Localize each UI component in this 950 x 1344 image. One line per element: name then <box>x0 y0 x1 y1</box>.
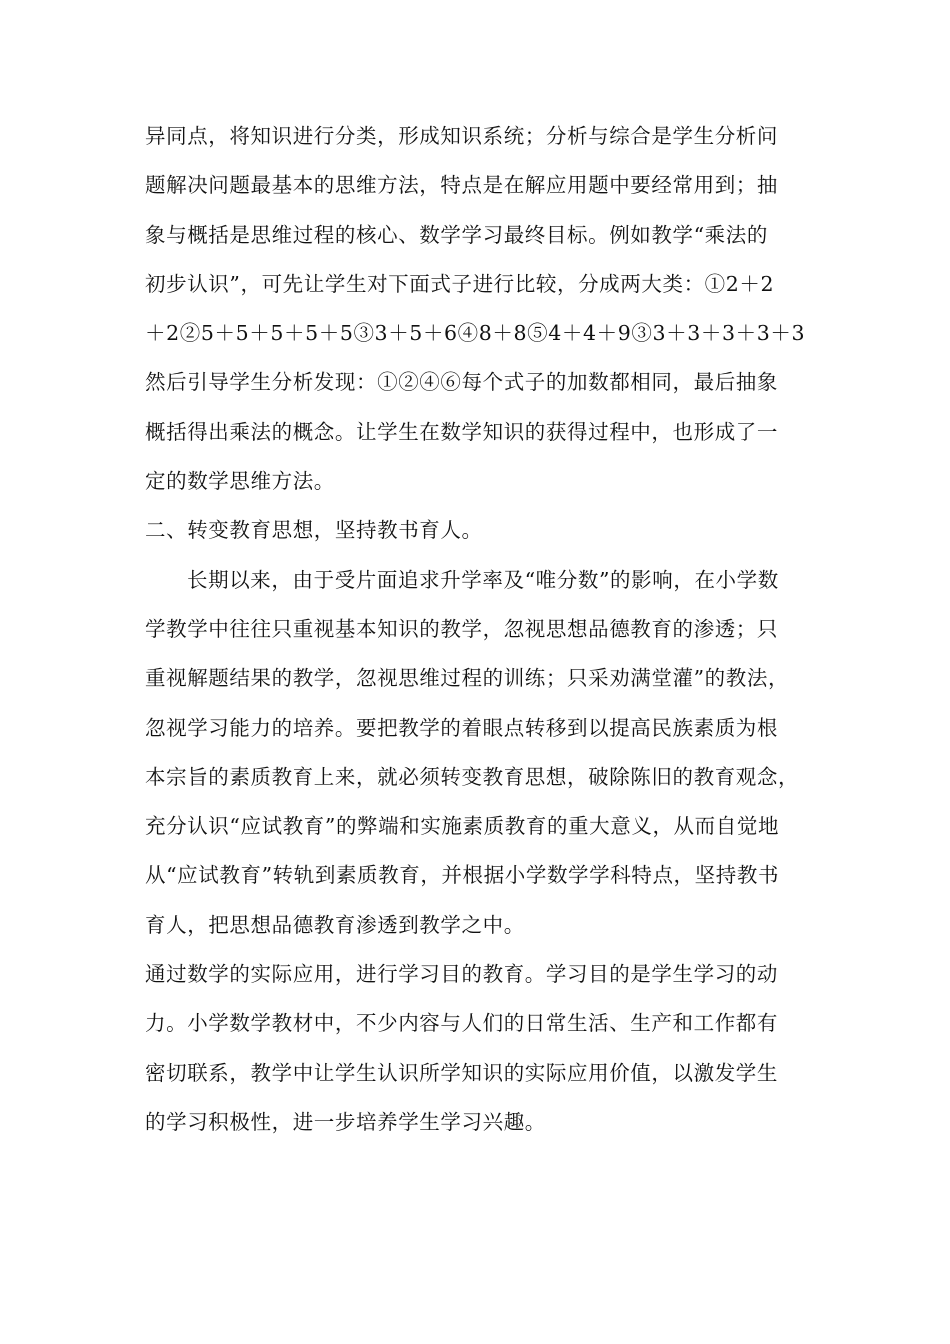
text-line: 定的数学思维方法。 <box>145 469 335 494</box>
text-line: 异同点，将知识进行分类，形成知识系统；分析与综合是学生分析问 <box>145 124 778 148</box>
text-line: 概括得出乘法的概念。让学生在数学知识的获得过程中，也形成了一 <box>145 419 778 444</box>
text-line: ＋2②5＋5＋5＋5＋5③3＋5＋6④8＋8⑤4＋4＋9③3＋3＋3＋3＋3 <box>145 321 806 346</box>
text-line: 通过数学的实际应用，进行学习目的教育。学习目的是学生学习的动 <box>145 962 778 987</box>
text-line: 的学习积极性，进一步培养学生学习兴趣。 <box>145 1109 546 1134</box>
text-line: 充分认识“应试教育”的弊端和实施素质教育的重大意义，从而自觉地 <box>145 814 780 839</box>
text-line: 育人，把思想品德教育渗透到教学之中。 <box>145 912 525 937</box>
text-line: 从“应试教育”转轨到素质教育，并根据小学数学学科特点，坚持教书 <box>145 863 780 888</box>
section-heading <box>145 506 810 555</box>
text-line: 象与概括是思维过程的核心、数学学习最终目标。例如教学“乘法的 <box>145 222 768 247</box>
text-line: 然后引导学生分析发现：①②④⑥每个式子的加数都相同，最后抽象 <box>145 370 778 395</box>
text-line: 重视解题结果的教学，忽视思维过程的训练；只采劝满堂灌”的教法， <box>145 666 790 691</box>
text-line: 忽视学习能力的培养。要把教学的着眼点转移到以提高民族素质为根 <box>145 715 778 740</box>
heading-text: 二、转变教育思想，坚持教书育人。 <box>145 518 483 543</box>
document-body <box>145 112 810 1147</box>
text-line: 学教学中往往只重视基本知识的教学，忽视思想品德教育的渗透；只 <box>145 616 778 641</box>
text-line: 密切联系，教学中让学生认识所学知识的实际应用价值，以激发学生 <box>145 1060 778 1085</box>
text-line: 本宗旨的素质教育上来，就必须转变教育思想，破除陈旧的教育观念， <box>145 764 800 789</box>
paragraph-learning-purpose <box>145 950 810 1147</box>
text-line: 初步认识”，可先让学生对下面式子进行比较，分成两大类：①2＋2 <box>145 271 775 296</box>
text-line: 题解决问题最基本的思维方法，特点是在解应用题中要经常用到；抽 <box>145 173 778 198</box>
paragraph-education-thinking <box>145 556 810 950</box>
paragraph-thinking-methods <box>145 112 810 506</box>
text-line: 力。小学数学教材中，不少内容与人们的日常生活、生产和工作都有 <box>145 1011 778 1036</box>
text-line: 长期以来，由于受片面追求升学率及“唯分数”的影响，在小学数 <box>187 567 779 592</box>
